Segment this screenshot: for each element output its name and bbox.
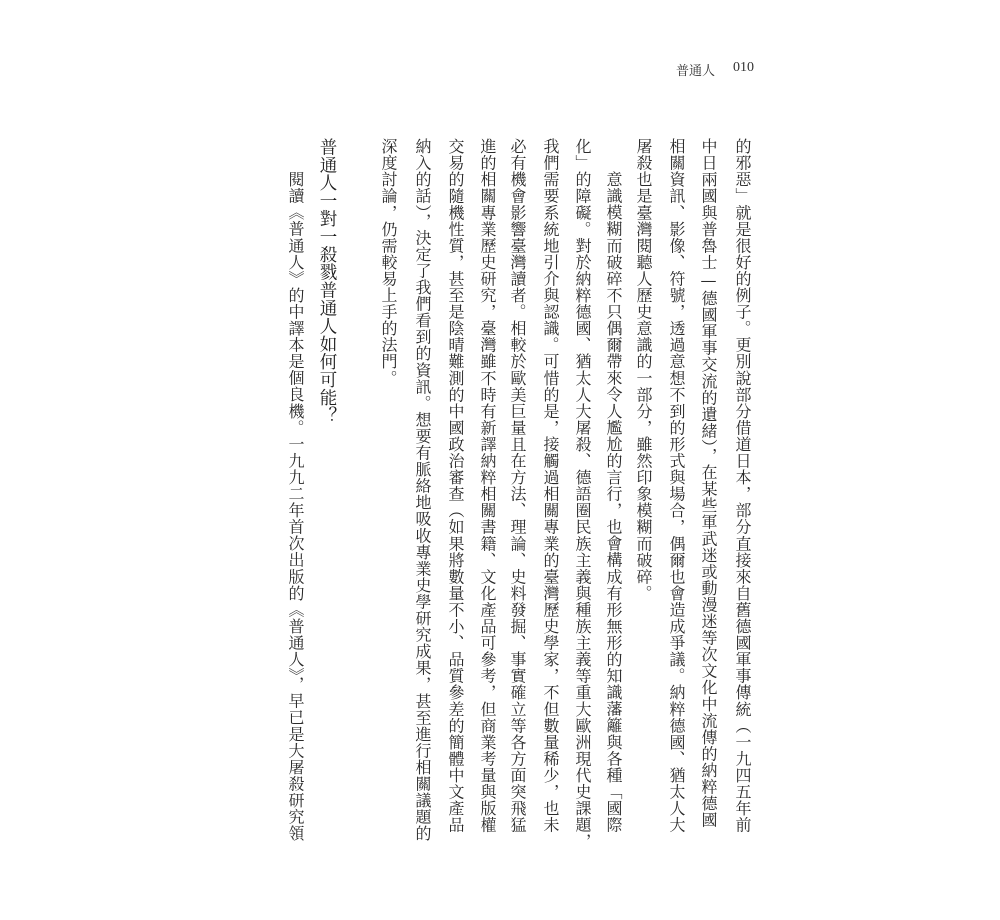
paragraph-2-line-5: 進的相關專業歷史研究，臺灣雖不時有新譯納粹相關書籍、文化產品可參考，但商業考量與版權 — [478, 138, 497, 834]
section-heading: 普通人一對一殺戮普通人如何可能？ — [317, 138, 337, 425]
paragraph-1-line-1: 的邪惡」就是很好的例子。更別說部分借道日本，部分直接來自舊德國軍事傳統（一九四五年前 — [733, 138, 752, 834]
paragraph-2-line-2: 化」的障礙。對於納粹德國、猶太人大屠殺、德語圈民族主義與種族主義等重大歐洲現代史課題， — [573, 138, 592, 850]
paragraph-2-line-6: 交易的隨機性質，甚至是陰晴難測的中國政治審查（如果將數量不小、品質參差的簡體中文產品 — [446, 138, 465, 834]
paragraph-1-line-3: 相關資訊、影像、符號，透過意想不到的形式與場合，偶爾也會造成爭議。納粹德國、猶太人大 — [667, 138, 686, 834]
paragraph-2-line-7: 納入的話），決定了我們看到的資訊。想要有脈絡地吸收專業史學研究成果，甚至進行相關議題的 — [413, 138, 432, 842]
section-paragraph-line-1: 閱讀《普通人》的中譯本是個良機。一九九二年首次出版的《普通人》，早已是大屠殺研究領 — [286, 171, 305, 842]
paragraph-2-line-1: 意識模糊而破碎不只偶爾帶來令人尷尬的言行，也會構成有形無形的知識藩籬與各種「國際 — [604, 171, 623, 833]
page-number: 010 — [733, 60, 754, 75]
paragraph-2-line-3: 我們需要系統地引介與認識。可惜的是，接觸過相關專業的臺灣歷史學家，不但數量稀少，也未 — [541, 138, 560, 834]
paragraph-2-line-4: 必有機會影響臺灣讀者。相較於歐美巨量且在方法、理論、史料發掘、事實確立等各方面突飛猛 — [508, 138, 527, 834]
paragraph-2-line-8: 深度討論，仍需較易上手的法門。 — [379, 138, 398, 387]
running-title: 普通人 — [676, 64, 716, 79]
paragraph-1-line-4: 屠殺也是臺灣閱聽人歷史意識的一部分，雖然印象模糊而破碎。 — [634, 138, 653, 602]
paragraph-1-line-2: 中日兩國與普魯士—德國軍事交流的遺緒），在某些軍武迷或動漫迷等次文化中流傳的納粹德國 — [699, 138, 718, 829]
